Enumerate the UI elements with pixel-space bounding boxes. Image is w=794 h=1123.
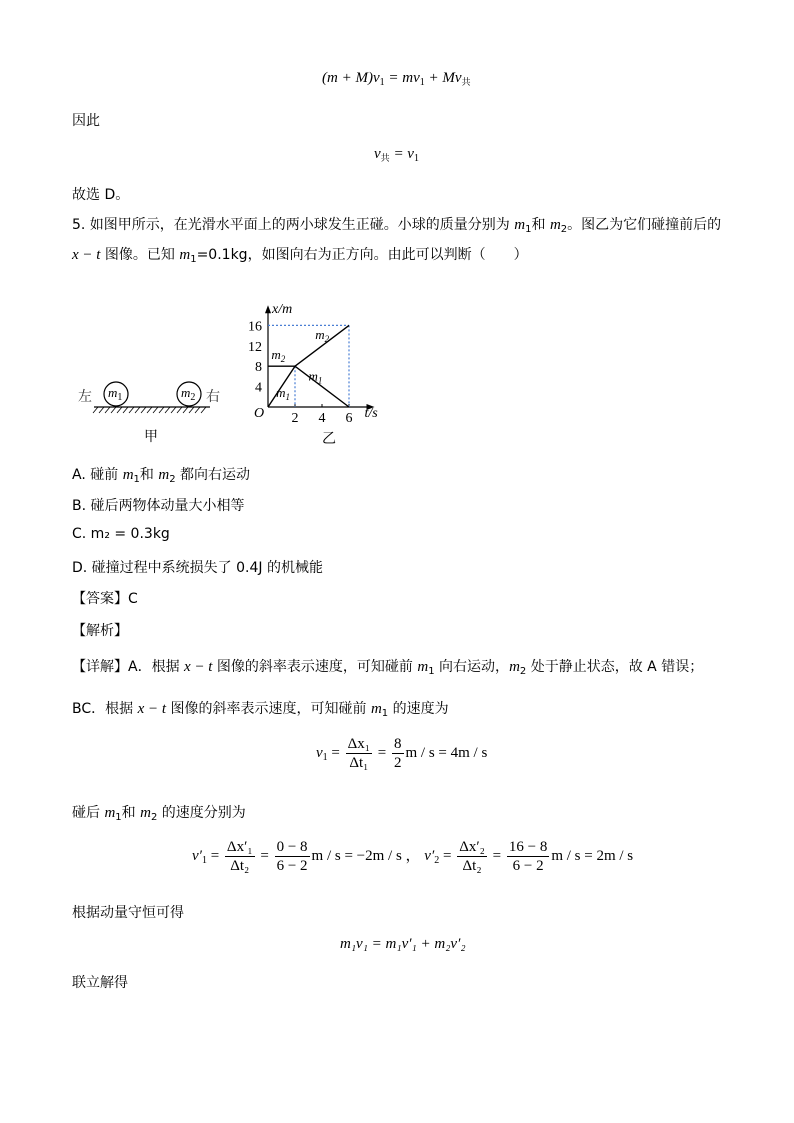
label-m2-before: $m_2$ [271,347,286,365]
label-right: 右 [206,389,220,405]
figure-jia [76,376,226,446]
x-axis-label: t/s [364,406,378,421]
origin-label: O [254,406,265,421]
y-tick-label: 16 [248,319,262,335]
caption-yi: 乙 [322,431,336,447]
equation-after-velocities: $v'_1$ = $\frac{\text{Δx′₁}}{\text{Δt₂}}$ = $\frac{0 - 8}{6 - 2}$ m / s = −2m / s ， $v'_2$ = $\frac{\text{Δx′₂}}{\text{Δt₂}}$ = $\frac{16 - 8}{6 - 2}$ m / s = 2m / s [192,839,634,874]
x-tick-label: 2 [291,411,299,426]
ground-hatching [93,407,206,413]
xt-chart-svg [240,282,440,447]
label-m1-before: $m_1$ [276,384,290,402]
equation-momentum: m₁v₁ = m₁v′₁ + m₂v′₂ [340,936,466,952]
detail-bc: BC．根据 x − t 图像的斜率表示速度，可知碰前 $m_1$ 的速度为 [72,701,449,719]
y-axis-arrow [265,305,271,313]
answer-line: 【答案】C [72,591,138,607]
ball-m2-label: $m_2$ [181,385,196,403]
y-tick-label: 12 [248,339,262,355]
y-tick-label: 4 [255,380,262,396]
option-d: D. 碰撞过程中系统损失了 0.4J 的机械能 [72,560,323,576]
text-solve: 联立解得 [72,975,128,991]
after-collision-line: 碰后 $m_1$和 $m_2$ 的速度分别为 [72,805,246,823]
option-a: A. 碰前 $m_1$和 $m_2$ 都向右运动 [72,467,251,485]
question-5-line1: 5. 如图甲所示，在光滑水平面上的两小球发生正碰。小球的质量分别为 $m_1$和 $m_2$。图乙为它们碰撞前后的 [72,217,722,235]
y-tick-label: 8 [255,360,262,376]
ball-m1-label: $m_1$ [108,385,123,403]
text-momentum: 根据动量守恒可得 [72,905,184,921]
equation-v1: $v_1$ = $\frac{\text{Δx₁}}{\text{Δt₁}}$ = $\frac{8}{2}$ m / s = 4m / s [316,736,488,771]
x-tick-label: 4 [318,411,326,426]
option-b: B. 碰后两物体动量大小相等 [72,498,245,514]
equation-v-shared: $v_共 = v_1$ [374,146,419,164]
detail-a: 【详解】A．根据 x − t 图像的斜率表示速度，可知碰前 $m_1$ 向右运动，$m_2$ 处于静止状态，故 A 错误； [72,659,704,677]
text-therefore: 因此 [72,113,100,129]
caption-jia: 甲 [144,429,158,445]
text-choose-d: 故选 D。 [72,187,130,203]
analysis-tag: 【解析】 [72,623,128,639]
label-left: 左 [78,389,92,405]
label-m2-after: $m_2$ [315,327,330,345]
equation-momentum-shared: $(m + M)v_1 = mv_1 + Mv_共$ [322,70,471,88]
figure-yi-chart [240,282,440,447]
x-tick-label: 6 [345,411,353,426]
y-axis-label: x/m [272,302,293,318]
option-c: C. m₂ = 0.3kg [72,526,170,542]
label-m1-after: $m_1$ [308,368,323,386]
question-5-line2: x − t 图像。已知 $m_1=0.1kg$，如图向右为正方向。由此可以判断（ ） [72,247,528,265]
